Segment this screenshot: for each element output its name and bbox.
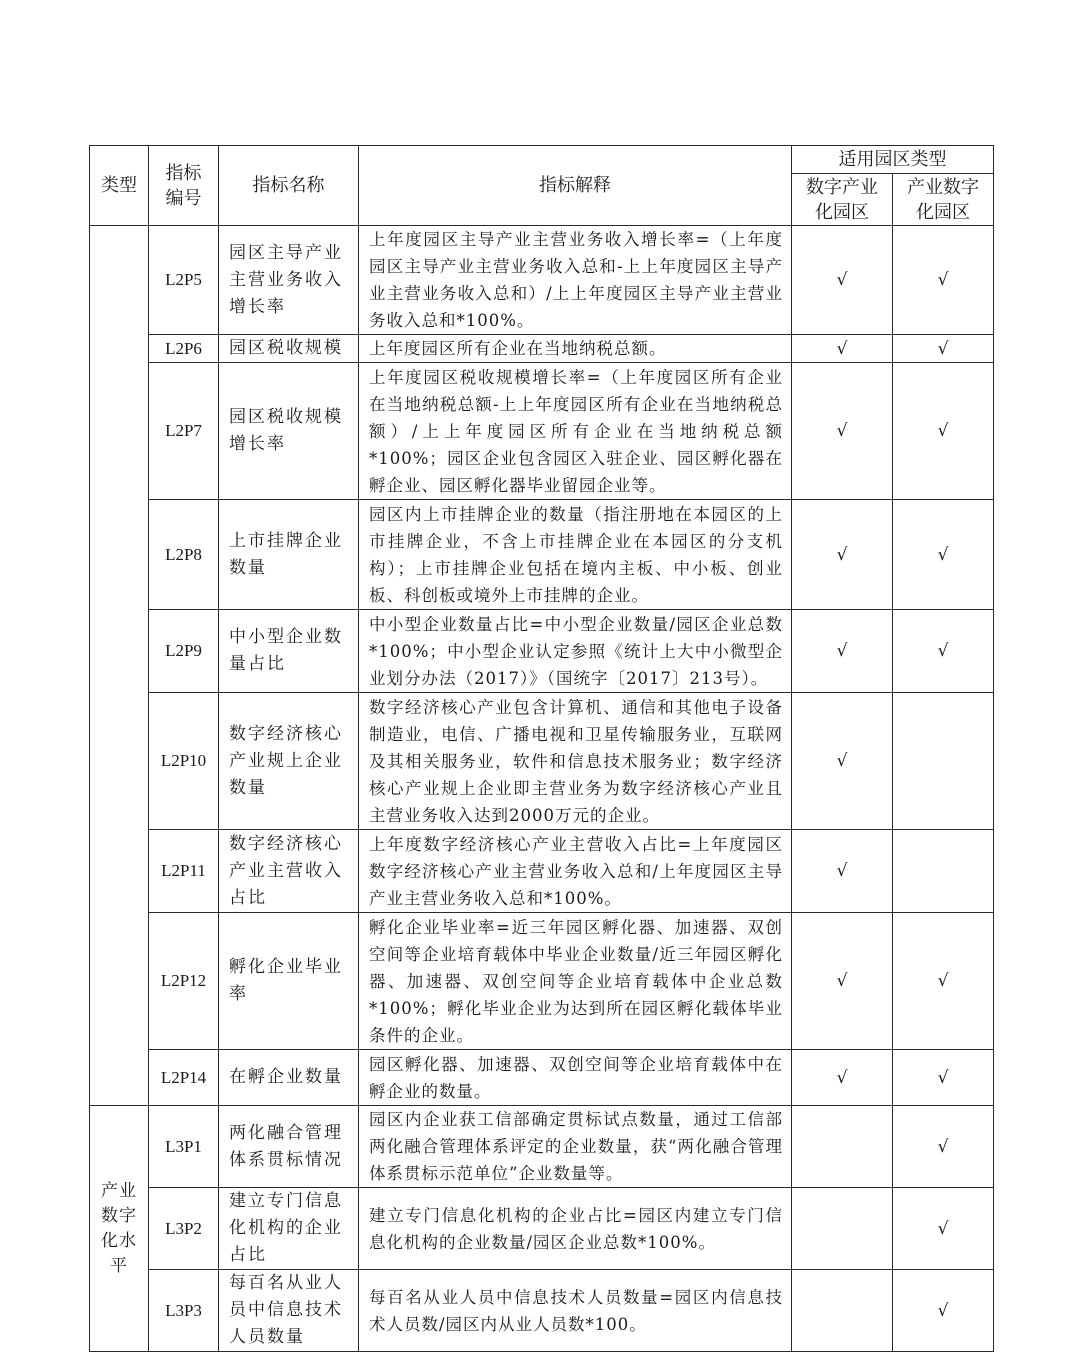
check-industrial-digitalization [893, 830, 994, 913]
table-row [90, 335, 994, 363]
indicator-explanation: 园区内企业获工信部确定贯标试点数量，通过工信部两化融合管理体系评定的企业数量，获“两化融合管理体系贯标示范单位”企业数量等。 [359, 1106, 792, 1188]
indicator-code: L2P9 [149, 610, 219, 693]
check-digital-industrialization: √ [792, 335, 893, 363]
check-digital-industrialization: √ [792, 1050, 893, 1106]
header-type: 类型 [90, 146, 149, 226]
indicator-explanation: 数字经济核心产业包含计算机、通信和其他电子设备制造业，电信、广播电视和卫星传输服务业，互联网及其相关服务业，软件和信息技术服务业；数字经济核心产业规上企业即主营业务为数字经济核心产业且主营业务收入达到2000万元的企业。 [359, 693, 792, 830]
check-industrial-digitalization: √ [893, 610, 994, 693]
indicator-code: L2P5 [149, 226, 219, 335]
indicator-code: L3P1 [149, 1106, 219, 1188]
check-industrial-digitalization [893, 693, 994, 830]
indicator-name: 建立专门信息化机构的企业占比 [219, 1188, 359, 1270]
check-digital-industrialization [792, 1270, 893, 1352]
indicator-explanation: 上年度园区主导产业主营业务收入增长率=（上年度园区主导产业主营业务收入总和-上上年度园区主导产业主营业务收入总和）/上上年度园区主导产业主营业务收入总和*100%。 [359, 226, 792, 335]
check-industrial-digitalization: √ [893, 1188, 994, 1270]
indicator-name: 上市挂牌企业数量 [219, 500, 359, 610]
header-explanation: 指标解释 [359, 146, 792, 226]
check-digital-industrialization [792, 1106, 893, 1188]
table-row [90, 1050, 994, 1106]
table-row [90, 693, 994, 830]
check-digital-industrialization: √ [792, 610, 893, 693]
table-row [90, 1188, 994, 1270]
indicator-explanation: 建立专门信息化机构的企业占比=园区内建立专门信息化机构的企业数量/园区企业总数*100%。 [359, 1188, 792, 1270]
header-code: 指标编号 [149, 146, 219, 226]
indicator-explanation: 孵化企业毕业率=近三年园区孵化器、加速器、双创空间等企业培育载体中毕业企业数量/近三年园区孵化器、加速器、双创空间等企业培育载体中企业总数*100%；孵化毕业企业为达到所在园区孵化载体毕业条件的企业。 [359, 913, 792, 1050]
check-industrial-digitalization: √ [893, 913, 994, 1050]
indicator-explanation: 上年度园区所有企业在当地纳税总额。 [359, 335, 792, 363]
check-industrial-digitalization: √ [893, 1050, 994, 1106]
indicator-code: L2P10 [149, 693, 219, 830]
indicator-code: L2P12 [149, 913, 219, 1050]
indicator-name: 两化融合管理体系贯标情况 [219, 1106, 359, 1188]
indicator-code: L3P2 [149, 1188, 219, 1270]
indicator-name: 每百名从业人员中信息技术人员数量 [219, 1270, 359, 1352]
table-row [90, 500, 994, 610]
table-row [90, 226, 994, 335]
indicator-explanation: 每百名从业人员中信息技术人员数量=园区内信息技术人员数/园区内从业人员数*100。 [359, 1270, 792, 1352]
table-row [90, 1106, 994, 1188]
check-digital-industrialization: √ [792, 226, 893, 335]
indicator-name: 数字经济核心产业主营收入占比 [219, 830, 359, 913]
indicator-name: 园区主导产业主营业务收入增长率 [219, 226, 359, 335]
indicator-explanation: 园区内上市挂牌企业的数量（指注册地在本园区的上市挂牌企业，不含上市挂牌企业在本园区的分支机构）；上市挂牌企业包括在境内主板、中小板、创业板、科创板或境外上市挂牌的企业。 [359, 500, 792, 610]
type-cell-group-2: 产业数字化水平 [90, 1106, 149, 1352]
table-row [90, 830, 994, 913]
header-industrial-digitalization-park: 产业数字化园区 [893, 174, 994, 226]
indicator-code: L2P7 [149, 363, 219, 500]
check-digital-industrialization: √ [792, 693, 893, 830]
check-industrial-digitalization: √ [893, 1106, 994, 1188]
check-industrial-digitalization: √ [893, 335, 994, 363]
indicator-code: L3P3 [149, 1270, 219, 1352]
table-row [90, 913, 994, 1050]
indicator-explanation: 上年度数字经济核心产业主营收入占比=上年度园区数字经济核心产业主营业务收入总和/上年度园区主导产业主营业务收入总和*100%。 [359, 830, 792, 913]
check-industrial-digitalization: √ [893, 500, 994, 610]
type-cell-group-1 [90, 226, 149, 1106]
indicator-name: 数字经济核心产业规上企业数量 [219, 693, 359, 830]
check-industrial-digitalization: √ [893, 363, 994, 500]
check-digital-industrialization: √ [792, 913, 893, 1050]
table-row [90, 363, 994, 500]
header-park-type: 适用园区类型 [792, 146, 994, 174]
header-row-1 [90, 146, 994, 174]
header-name: 指标名称 [219, 146, 359, 226]
indicator-name: 园区税收规模 [219, 335, 359, 363]
check-digital-industrialization: √ [792, 363, 893, 500]
indicator-code: L2P11 [149, 830, 219, 913]
indicator-name: 中小型企业数量占比 [219, 610, 359, 693]
indicator-name: 在孵企业数量 [219, 1050, 359, 1106]
header-digital-industrialization-park: 数字产业化园区 [792, 174, 893, 226]
check-digital-industrialization: √ [792, 830, 893, 913]
indicator-explanation: 中小型企业数量占比=中小型企业数量/园区企业总数*100%；中小型企业认定参照《统计上大中小微型企业划分办法（2017）》（国统字〔2017〕213号）。 [359, 610, 792, 693]
indicator-name: 孵化企业毕业率 [219, 913, 359, 1050]
table-row [90, 1270, 994, 1352]
indicator-code: L2P6 [149, 335, 219, 363]
indicator-table [89, 145, 994, 1352]
indicator-name: 园区税收规模增长率 [219, 363, 359, 500]
check-industrial-digitalization: √ [893, 1270, 994, 1352]
indicator-code: L2P14 [149, 1050, 219, 1106]
check-digital-industrialization: √ [792, 500, 893, 610]
table-row [90, 610, 994, 693]
check-digital-industrialization [792, 1188, 893, 1270]
indicator-code: L2P8 [149, 500, 219, 610]
indicator-explanation: 上年度园区税收规模增长率=（上年度园区所有企业在当地纳税总额-上上年度园区所有企业在当地纳税总额）/上上年度园区所有企业在当地纳税总额*100%；园区企业包含园区入驻企业、园区孵化器在孵企业、园区孵化器毕业留园企业等。 [359, 363, 792, 500]
check-industrial-digitalization: √ [893, 226, 994, 335]
indicator-explanation: 园区孵化器、加速器、双创空间等企业培育载体中在孵企业的数量。 [359, 1050, 792, 1106]
